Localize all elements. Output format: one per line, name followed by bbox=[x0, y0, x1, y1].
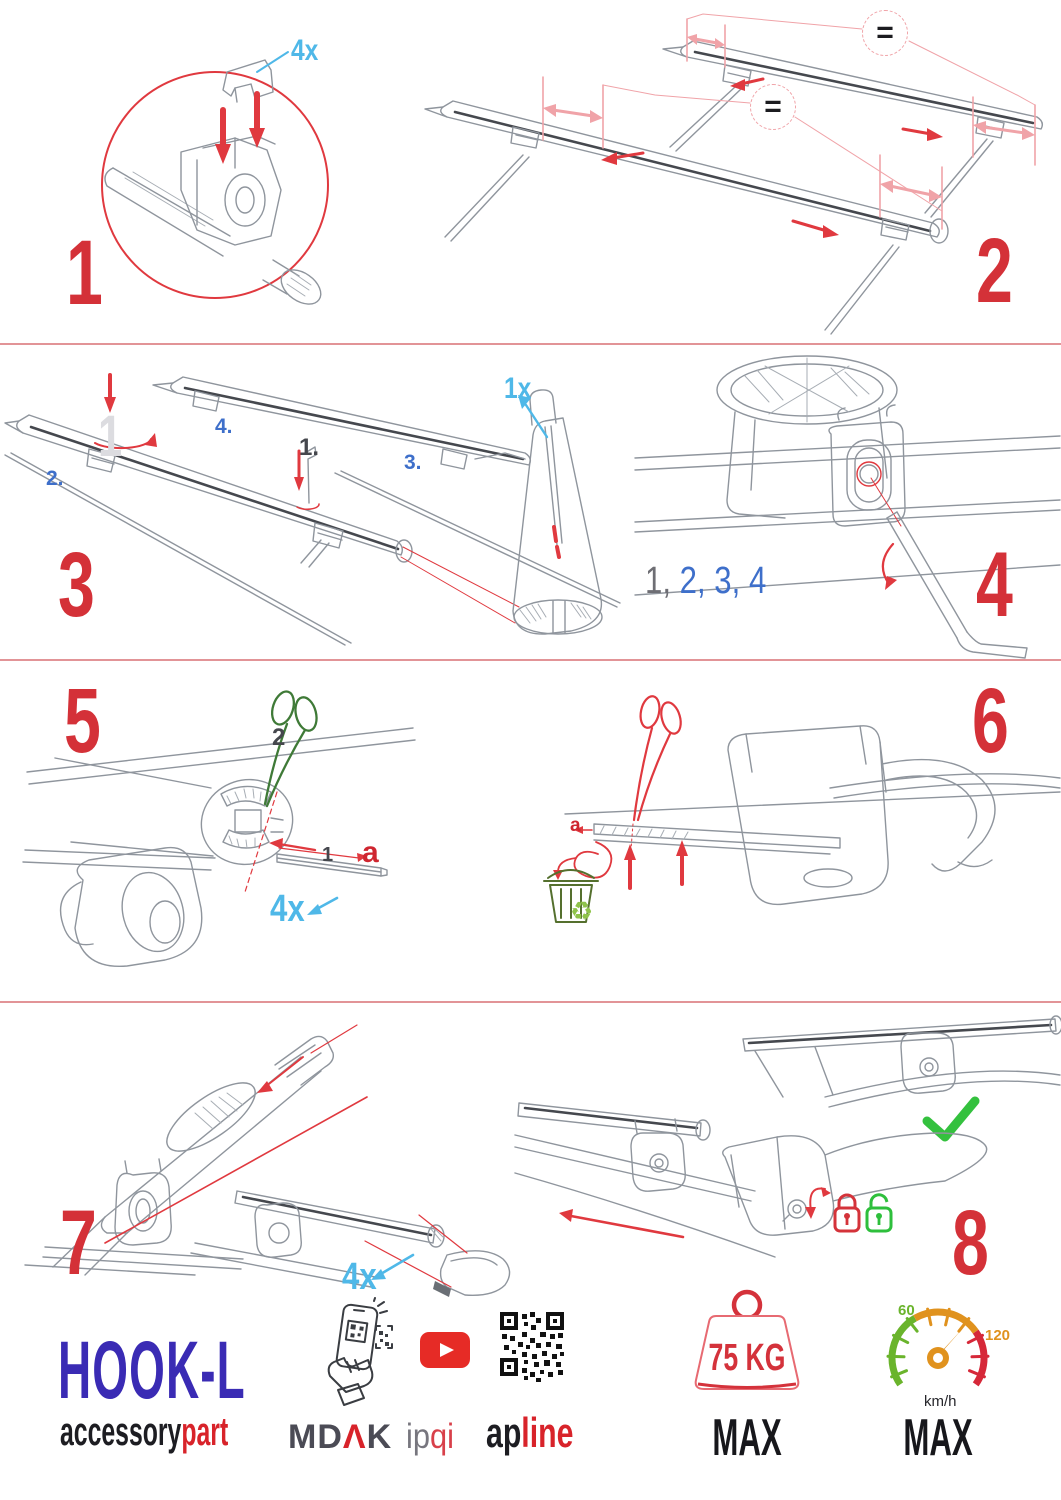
brand-logo-red-part: part bbox=[181, 1410, 229, 1454]
step3-ghost-order-one: 1 bbox=[98, 404, 123, 469]
phone-qr-scan-icon bbox=[324, 1300, 394, 1408]
step4-sequence-label bbox=[645, 562, 766, 600]
qr-code bbox=[500, 1312, 564, 1382]
padlock-closed-icon bbox=[835, 1195, 859, 1231]
speed-high-label: 120 bbox=[985, 1327, 1011, 1344]
speed-low-label: 60 bbox=[898, 1302, 915, 1319]
step3-order-label-3: 3. bbox=[404, 451, 422, 474]
step3-order-label-1: 1. bbox=[299, 434, 320, 461]
logo-mdak-red: Λ bbox=[342, 1418, 367, 1456]
step7-quantity-label: 4x bbox=[342, 1256, 377, 1298]
equal-spacing-badge: = bbox=[862, 10, 908, 56]
speed-unit-label: km/h bbox=[924, 1393, 957, 1410]
step3-quantity-label: 1x bbox=[504, 372, 532, 405]
youtube-icon bbox=[420, 1332, 470, 1368]
weight-limit-value: 75 KG bbox=[708, 1337, 786, 1379]
logo-mdak-gray: MD bbox=[288, 1418, 343, 1456]
step5-cut-order-label: 2 bbox=[272, 724, 286, 751]
speedometer-icon bbox=[878, 1296, 998, 1408]
step2-number: 2 bbox=[976, 220, 1013, 322]
logo-mdak bbox=[288, 1420, 392, 1454]
recycle-icon: ♻ bbox=[570, 897, 594, 927]
step7-number: 7 bbox=[60, 1192, 97, 1294]
logo-ipqi-gray: ip bbox=[406, 1417, 430, 1456]
step5-number: 5 bbox=[64, 670, 101, 772]
equal-spacing-badge: = bbox=[750, 84, 796, 130]
logo-mdak-gray2: K bbox=[366, 1418, 393, 1456]
section-divider bbox=[0, 343, 1061, 345]
step5-dimension-label: a bbox=[362, 836, 379, 869]
logo-apline-red: line bbox=[521, 1409, 574, 1456]
logo-ipqi-red: qi bbox=[429, 1417, 454, 1456]
product-name: HOOK-L bbox=[58, 1325, 246, 1416]
step1-clamp-detail-illustration bbox=[85, 40, 355, 320]
sequence-gray-part: 1, bbox=[645, 560, 671, 602]
step4-number: 4 bbox=[976, 534, 1013, 636]
step1-number: 1 bbox=[66, 222, 103, 324]
step1-quantity-label: 4x bbox=[291, 34, 319, 67]
step6-dimension-label: a bbox=[570, 815, 581, 836]
section-divider bbox=[0, 1001, 1061, 1003]
weight-max-label: MAX bbox=[712, 1409, 782, 1467]
step6-number: 6 bbox=[972, 670, 1009, 772]
step2-crossbar-spacing-illustration bbox=[425, 5, 1055, 335]
check-icon bbox=[927, 1101, 975, 1137]
logo-ipqi bbox=[406, 1419, 454, 1454]
step5-insert-order-label: 1 bbox=[322, 844, 334, 866]
brand-logo bbox=[60, 1412, 228, 1452]
logo-apline-black: ap bbox=[486, 1409, 522, 1456]
step8-number: 8 bbox=[952, 1192, 989, 1294]
step3-order-label-2: 2. bbox=[46, 467, 64, 490]
sequence-blue-part: 2, 3, 4 bbox=[670, 560, 767, 602]
speed-max-label: MAX bbox=[903, 1409, 973, 1467]
padlock-open-icon bbox=[867, 1195, 891, 1231]
step5-quantity-label: 4x bbox=[270, 888, 305, 930]
step3-order-label-4: 4. bbox=[215, 415, 233, 438]
brand-logo-black-part: accessory bbox=[60, 1410, 182, 1454]
logo-apline bbox=[486, 1409, 574, 1456]
step3-number: 3 bbox=[58, 534, 95, 636]
